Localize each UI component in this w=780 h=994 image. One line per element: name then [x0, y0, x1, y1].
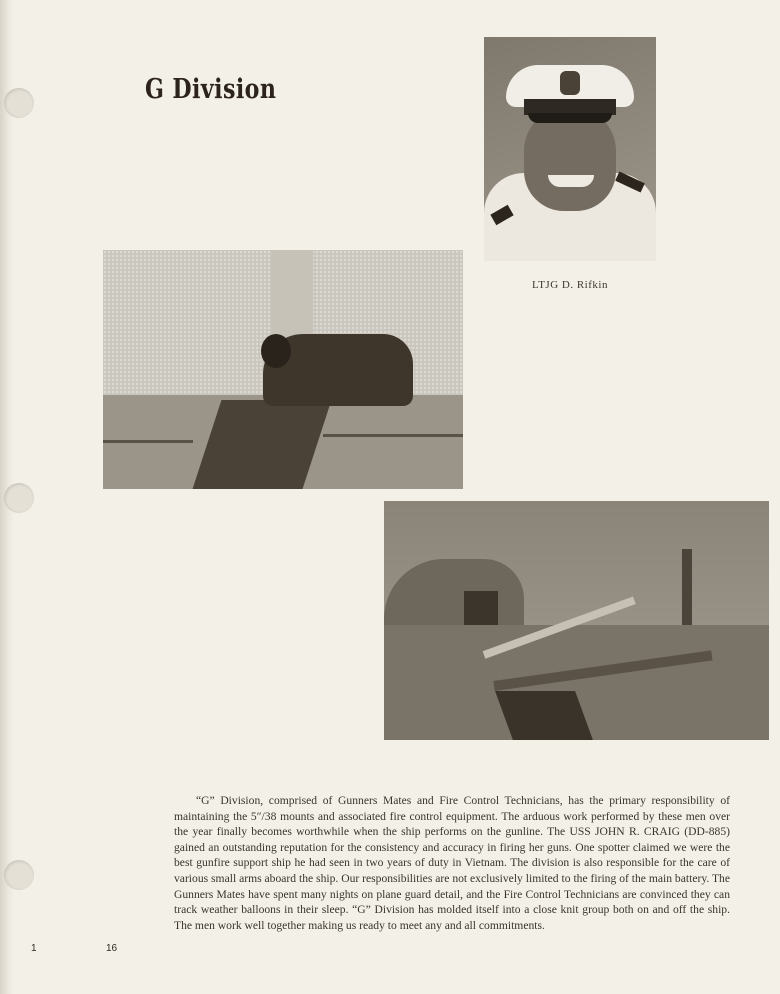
portrait-caption: LTJG D. Rifkin — [532, 279, 608, 291]
punch-hole — [4, 860, 34, 890]
officer-portrait-photo — [484, 37, 656, 261]
page-number: 16 — [106, 943, 118, 954]
punch-hole — [4, 483, 34, 513]
gun-mount-crew-photo — [103, 250, 463, 489]
punch-hole — [4, 88, 34, 118]
forward-deck-guns-photo — [384, 501, 769, 740]
page-title: G Division — [145, 74, 277, 105]
margin-marker: 1 — [31, 943, 37, 954]
cap-badge-icon — [560, 71, 580, 95]
division-description: “G” Division, comprised of Gunners Mates and Fire Control Technicians, has the primary responsibility of maintaining the 5″/38 mounts and associated fire control equipment. The arduous work performed by these men over the year finally becomes worthwhile when the ship performs on the gunline. The USS JOHN R. CRAIG (DD-885) gained an outstanding reputation for the consistency and accuracy in firing her guns. One spotter claimed we were the best gunfire support ship he had seen in two years of duty in Vietnam. The division is also responsible for the care of various small arms aboard the ship. Our responsibilities are not exclusively limited to the firing of the main battery. The Gunners Mates have spent many nights on plane guard detail, and the Fire Control Technicians are convinced they can track weather balloons in their sleep. “G” Division has molded itself into a close knit group both on and off the ship. The men work well together making us ready to meet any and all commitments. — [174, 794, 730, 932]
